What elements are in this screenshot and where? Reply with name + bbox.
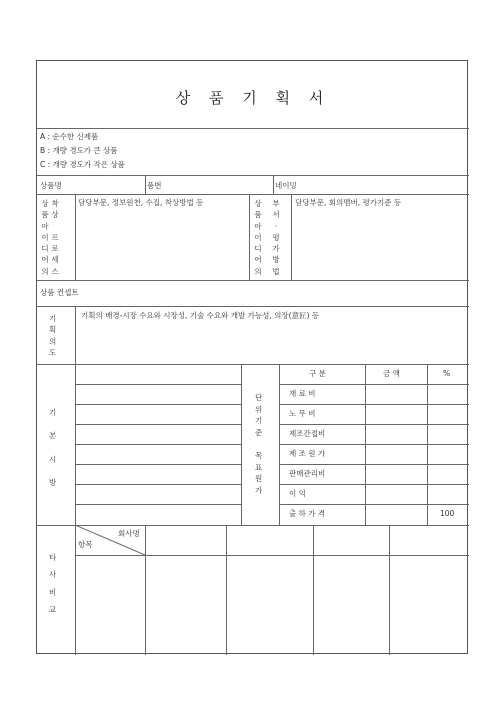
product-name-label: 상품명 — [40, 181, 62, 190]
cost-header-percent: % — [443, 369, 451, 378]
divider — [37, 364, 469, 365]
idea-eval-label: 상 품 아 이 디 어 의 부 서 · 평 가 방 법 — [254, 199, 280, 276]
form-title: 상 품 기 획 서 — [175, 89, 331, 107]
unit-target-cost-label: 단 위 기 준 목 표 원 가 — [255, 393, 263, 495]
product-planning-form — [36, 60, 468, 654]
cost-item-material: 재 료 비 — [289, 389, 316, 398]
divider — [37, 306, 469, 307]
naming-label: 네이밍 — [275, 181, 297, 190]
company-name-label: 회사명 — [118, 529, 140, 538]
cost-item-sga: 판매관리비 — [289, 469, 326, 478]
type-c: C : 개량 경도가 작은 상품 — [40, 160, 125, 169]
cost-item-labor: 노 무 비 — [289, 409, 316, 418]
idea-source-label: 상 품 아 이 디 어 의 착 상 프 로 세 스 — [41, 199, 59, 276]
divider — [37, 175, 469, 176]
basic-spec-label: 기 본 시 방 — [49, 408, 57, 487]
divider — [37, 280, 469, 281]
total-percent: 100 — [440, 509, 455, 518]
cost-item-overhead: 제조간접비 — [289, 429, 326, 438]
product-number-label: 품번 — [147, 181, 162, 190]
cost-item-manufacturing: 제 조 원 가 — [289, 449, 326, 458]
concept-label: 상품 컨셉트 — [40, 288, 79, 297]
item-label: 항목 — [78, 540, 93, 549]
divider — [37, 194, 469, 195]
cost-item-profit: 이 익 — [289, 489, 306, 498]
intent-label: 기 획 의 도 — [49, 314, 57, 357]
type-b: B : 개량 경도가 큰 상품 — [40, 146, 118, 155]
idea-source-text: 담당부문, 정보원천, 수집, 착상방법 등 — [78, 198, 204, 207]
competitor-compare-label: 타 사 비 교 — [49, 553, 57, 614]
cost-header-amount: 금 액 — [383, 369, 400, 378]
type-a: A : 순수한 신제품 — [40, 132, 99, 141]
intent-text: 기획의 배경-시장 수요와 시장성, 기술 수요와 개발 가능성, 의장(意匠) 등 — [81, 311, 320, 320]
cost-item-shipping-price: 출 하 가 격 — [289, 509, 326, 518]
divider — [37, 128, 469, 129]
idea-eval-text: 담당부문, 회의멤버, 평가기준 등 — [295, 198, 402, 207]
cost-header-category: 구 분 — [309, 369, 326, 378]
